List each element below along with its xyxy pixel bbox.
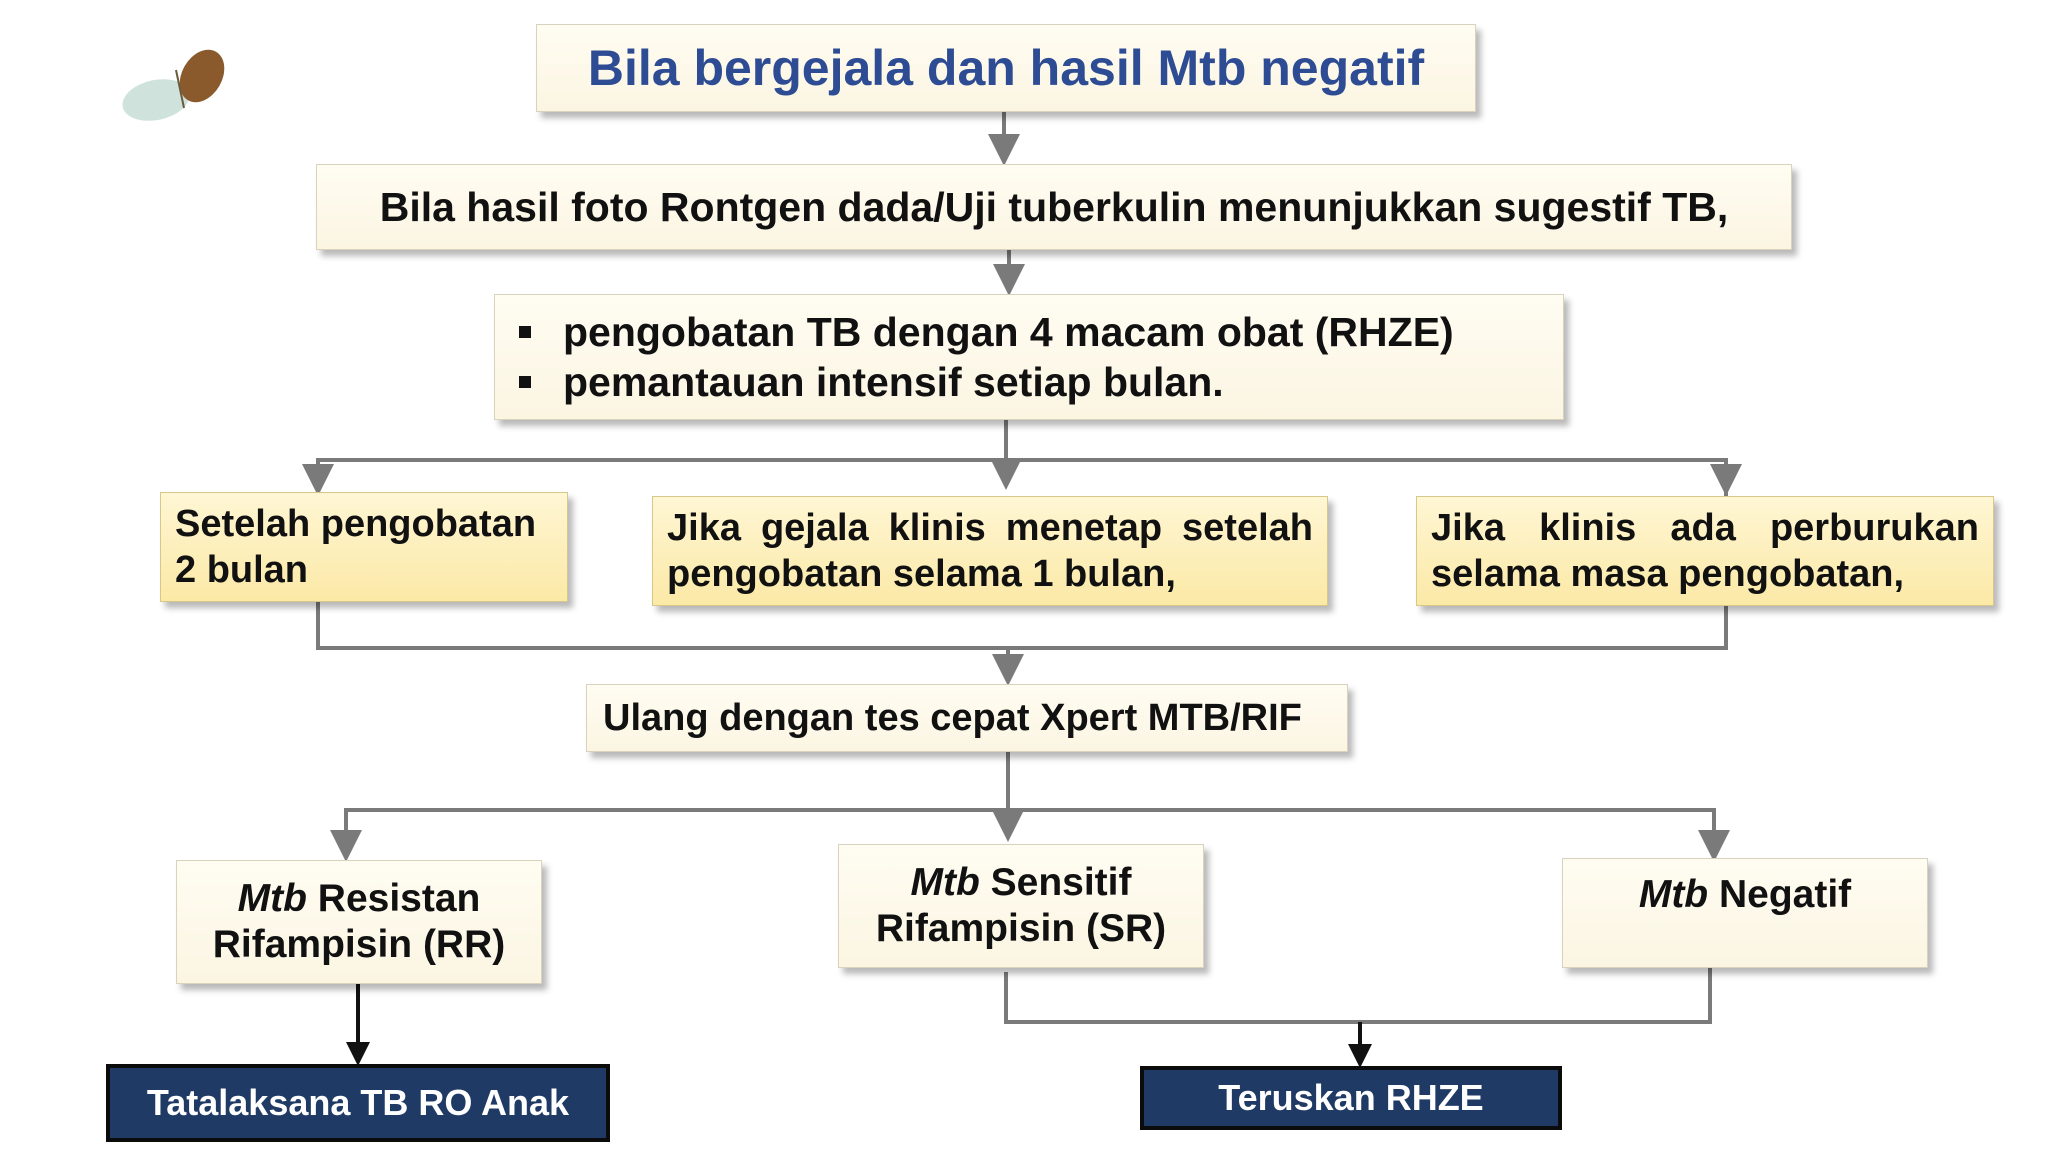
result-rr-line1 [238,876,481,922]
bullet-icon [519,326,531,338]
result-rr-word: Resistan [306,877,481,920]
condition-middle-line1: Jika gejala klinis menetap setelah [667,507,1313,549]
outcome-box-ro [106,1064,610,1142]
result-sr-line2: Rifampisin (SR) [875,907,1167,950]
result-box-sr [838,844,1204,968]
result-box-rr [176,860,542,984]
condition-right-line1: Jika klinis ada perburukan [1431,507,1979,549]
connector-branch-bar-top [318,460,1726,496]
result-negative-word: Negatif [1708,873,1852,916]
treatment-box [494,294,1564,420]
outcome-rhze-text: Teruskan RHZE [1218,1077,1484,1118]
butterfly-logo-icon [118,48,228,126]
result-rr-line2: Rifampisin (RR) [212,923,506,966]
outcome-ro-text: Tatalaksana TB RO Anak [146,1082,570,1123]
condition-right-line2: selama masa pengobatan, [1431,553,1905,595]
connector-sr-neg-merge [1006,968,1710,1022]
condition-box-left [160,492,568,602]
condition-left-line1: Setelah pengobatan [175,503,537,545]
bullet-icon [519,376,531,388]
result-box-negative [1562,858,1928,968]
rontgen-text: Bila hasil foto Rontgen dada/Uji tuberkulin menunjukkan sugestif TB, [379,183,1729,230]
connector-merge-bar [318,600,1726,648]
treatment-item [495,307,1563,357]
xpert-test-text: Ulang dengan tes cepat Xpert MTB/RIF [603,696,1302,739]
condition-middle-line2: pengobatan selama 1 bulan, [667,553,1176,595]
result-sr-mtb: Mtb [910,861,980,904]
result-rr-mtb: Mtb [237,877,307,920]
title-box [536,24,1476,112]
condition-left-line2: 2 bulan [175,549,309,591]
rontgen-box [316,164,1792,250]
result-negative-mtb: Mtb [1638,873,1709,916]
condition-box-right [1416,496,1994,606]
title-text: Bila bergejala dan hasil Mtb negatif [587,40,1425,96]
result-negative-line1 [1639,873,1851,917]
result-sr-line1 [910,860,1131,906]
treatment-item [495,357,1563,407]
treatment-item-text: pemantauan intensif setiap bulan. [563,358,1224,405]
xpert-test-box [586,684,1348,752]
result-sr-word: Sensitif [979,861,1132,904]
treatment-item-text: pengobatan TB dengan 4 macam obat (RHZE) [563,308,1454,355]
outcome-box-rhze [1140,1066,1562,1130]
condition-box-middle [652,496,1328,606]
